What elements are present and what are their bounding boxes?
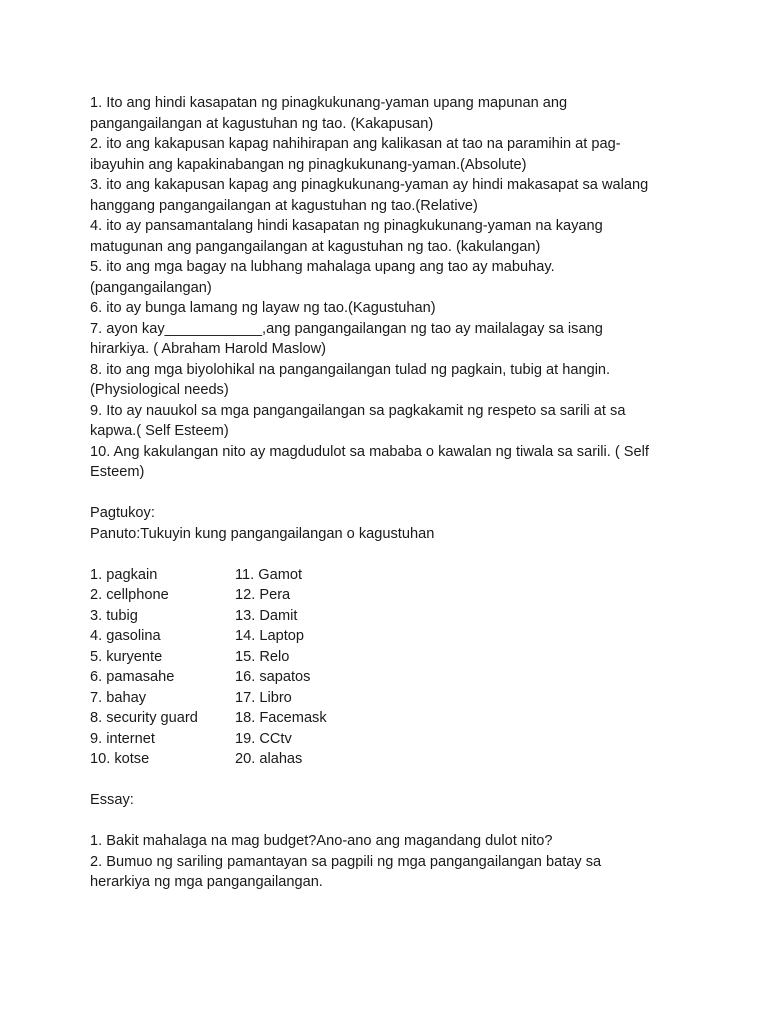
spacer (90, 811, 710, 832)
questions-list (90, 93, 710, 483)
question-2 (90, 134, 710, 175)
list-item: 12. Pera (235, 587, 291, 603)
list-item: 11. Gamot (235, 566, 303, 583)
question-line: (Physiological needs) (90, 382, 229, 398)
question-8 (90, 360, 710, 401)
list-item: 19. CCtv (235, 730, 292, 747)
items-right-column (235, 565, 535, 770)
spacer (90, 770, 710, 791)
spacer (90, 483, 710, 504)
question-line: Esteem) (90, 464, 145, 480)
list-item: 4. gasolina (90, 628, 161, 644)
question-line: 2. ito ang kakapusan kapag nahihirapan ang kalikasan at tao na paramihin at pag- (90, 136, 621, 152)
list-item: 17. Libro (235, 689, 292, 706)
list-item: 15. Relo (235, 648, 290, 665)
question-10 (90, 442, 710, 483)
question-line: (pangangailangan) (90, 279, 212, 296)
question-line: 5. ito ang mga bagay na lubhang mahalaga upang ang tao ay mabuhay. (90, 259, 555, 275)
list-item: 10. kotse (90, 751, 150, 767)
list-item: 20. alahas (235, 751, 303, 767)
essay-question-2-line-1: 2. Bumuo ng sariling pamantayan sa pagpili ng mga pangangailangan batay sa (90, 853, 602, 870)
question-5 (90, 257, 710, 298)
question-9 (90, 401, 710, 442)
essay-heading: Essay: (90, 792, 134, 808)
items-left-column (90, 565, 235, 770)
list-item: 14. Laptop (235, 628, 304, 644)
question-3 (90, 175, 710, 216)
question-4 (90, 216, 710, 257)
list-item: 5. kuryente (90, 648, 163, 665)
items-table (90, 565, 710, 770)
question-line: 1. Ito ang hindi kasapatan ng pinagkukunang-yaman upang mapunan ang (90, 95, 568, 111)
question-line: matugunan ang pangangailangan at kagustuhan ng tao. (kakulangan) (90, 238, 541, 255)
question-line: kapwa.( Self Esteem) (90, 423, 229, 439)
question-line: hanggang pangangailangan at kagustuhan ng tao.(Relative) (90, 197, 478, 214)
question-line: 4. ito ay pansamantalang hindi kasapatan ng pinagkukunang-yaman na kayang (90, 218, 603, 234)
question-line: 9. Ito ay nauukol sa mga pangangailangan sa pagkakamit ng respeto sa sarili at sa (90, 402, 626, 419)
question-line: pangangailangan at kagustuhan ng tao. (Kakapusan) (90, 115, 434, 132)
essay-question-2-line-2: herarkiya ng mga pangangailangan. (90, 874, 323, 890)
list-item: 16. sapatos (235, 669, 311, 685)
essay-question-1: 1. Bakit mahalaga na mag budget?Ano-ano ang magandang dulot nito? (90, 833, 553, 849)
question-1 (90, 93, 710, 134)
question-line: hirarkiya. ( Abraham Harold Maslow) (90, 341, 327, 357)
list-item: 13. Damit (235, 607, 298, 624)
list-item: 2. cellphone (90, 587, 169, 603)
question-line: 7. ayon kay____________,ang pangangailangan ng tao ay mailalagay sa isang (90, 320, 603, 337)
question-line: 8. ito ang mga biyolohikal na pangangailangan tulad ng pagkain, tubig at hangin. (90, 361, 611, 378)
list-item: 8. security guard (90, 710, 198, 726)
list-item: 6. pamasahe (90, 669, 175, 685)
question-7 (90, 319, 710, 360)
list-item: 7. bahay (90, 689, 146, 706)
question-6 (90, 298, 710, 319)
list-item: 1. pagkain (90, 566, 158, 583)
question-line: 10. Ang kakulangan nito ay magdudulot sa mababa o kawalan ng tiwala sa sarili. ( Self (90, 443, 649, 460)
document-page (90, 93, 710, 893)
pagtukoy-instruction: Panuto:Tukuyin kung pangangailangan o kagustuhan (90, 525, 435, 542)
question-line: 6. ito ay bunga lamang ng layaw ng tao.(Kagustuhan) (90, 300, 436, 316)
spacer (90, 544, 710, 565)
question-line: ibayuhin ang kapakinabangan ng pinagkukunang-yaman.(Absolute) (90, 156, 527, 173)
list-item: 9. internet (90, 730, 155, 747)
pagtukoy-heading: Pagtukoy: (90, 505, 155, 521)
list-item: 18. Facemask (235, 710, 327, 726)
question-line: 3. ito ang kakapusan kapag ang pinagkukunang-yaman ay hindi makasapat sa walang (90, 177, 649, 193)
list-item: 3. tubig (90, 607, 138, 624)
